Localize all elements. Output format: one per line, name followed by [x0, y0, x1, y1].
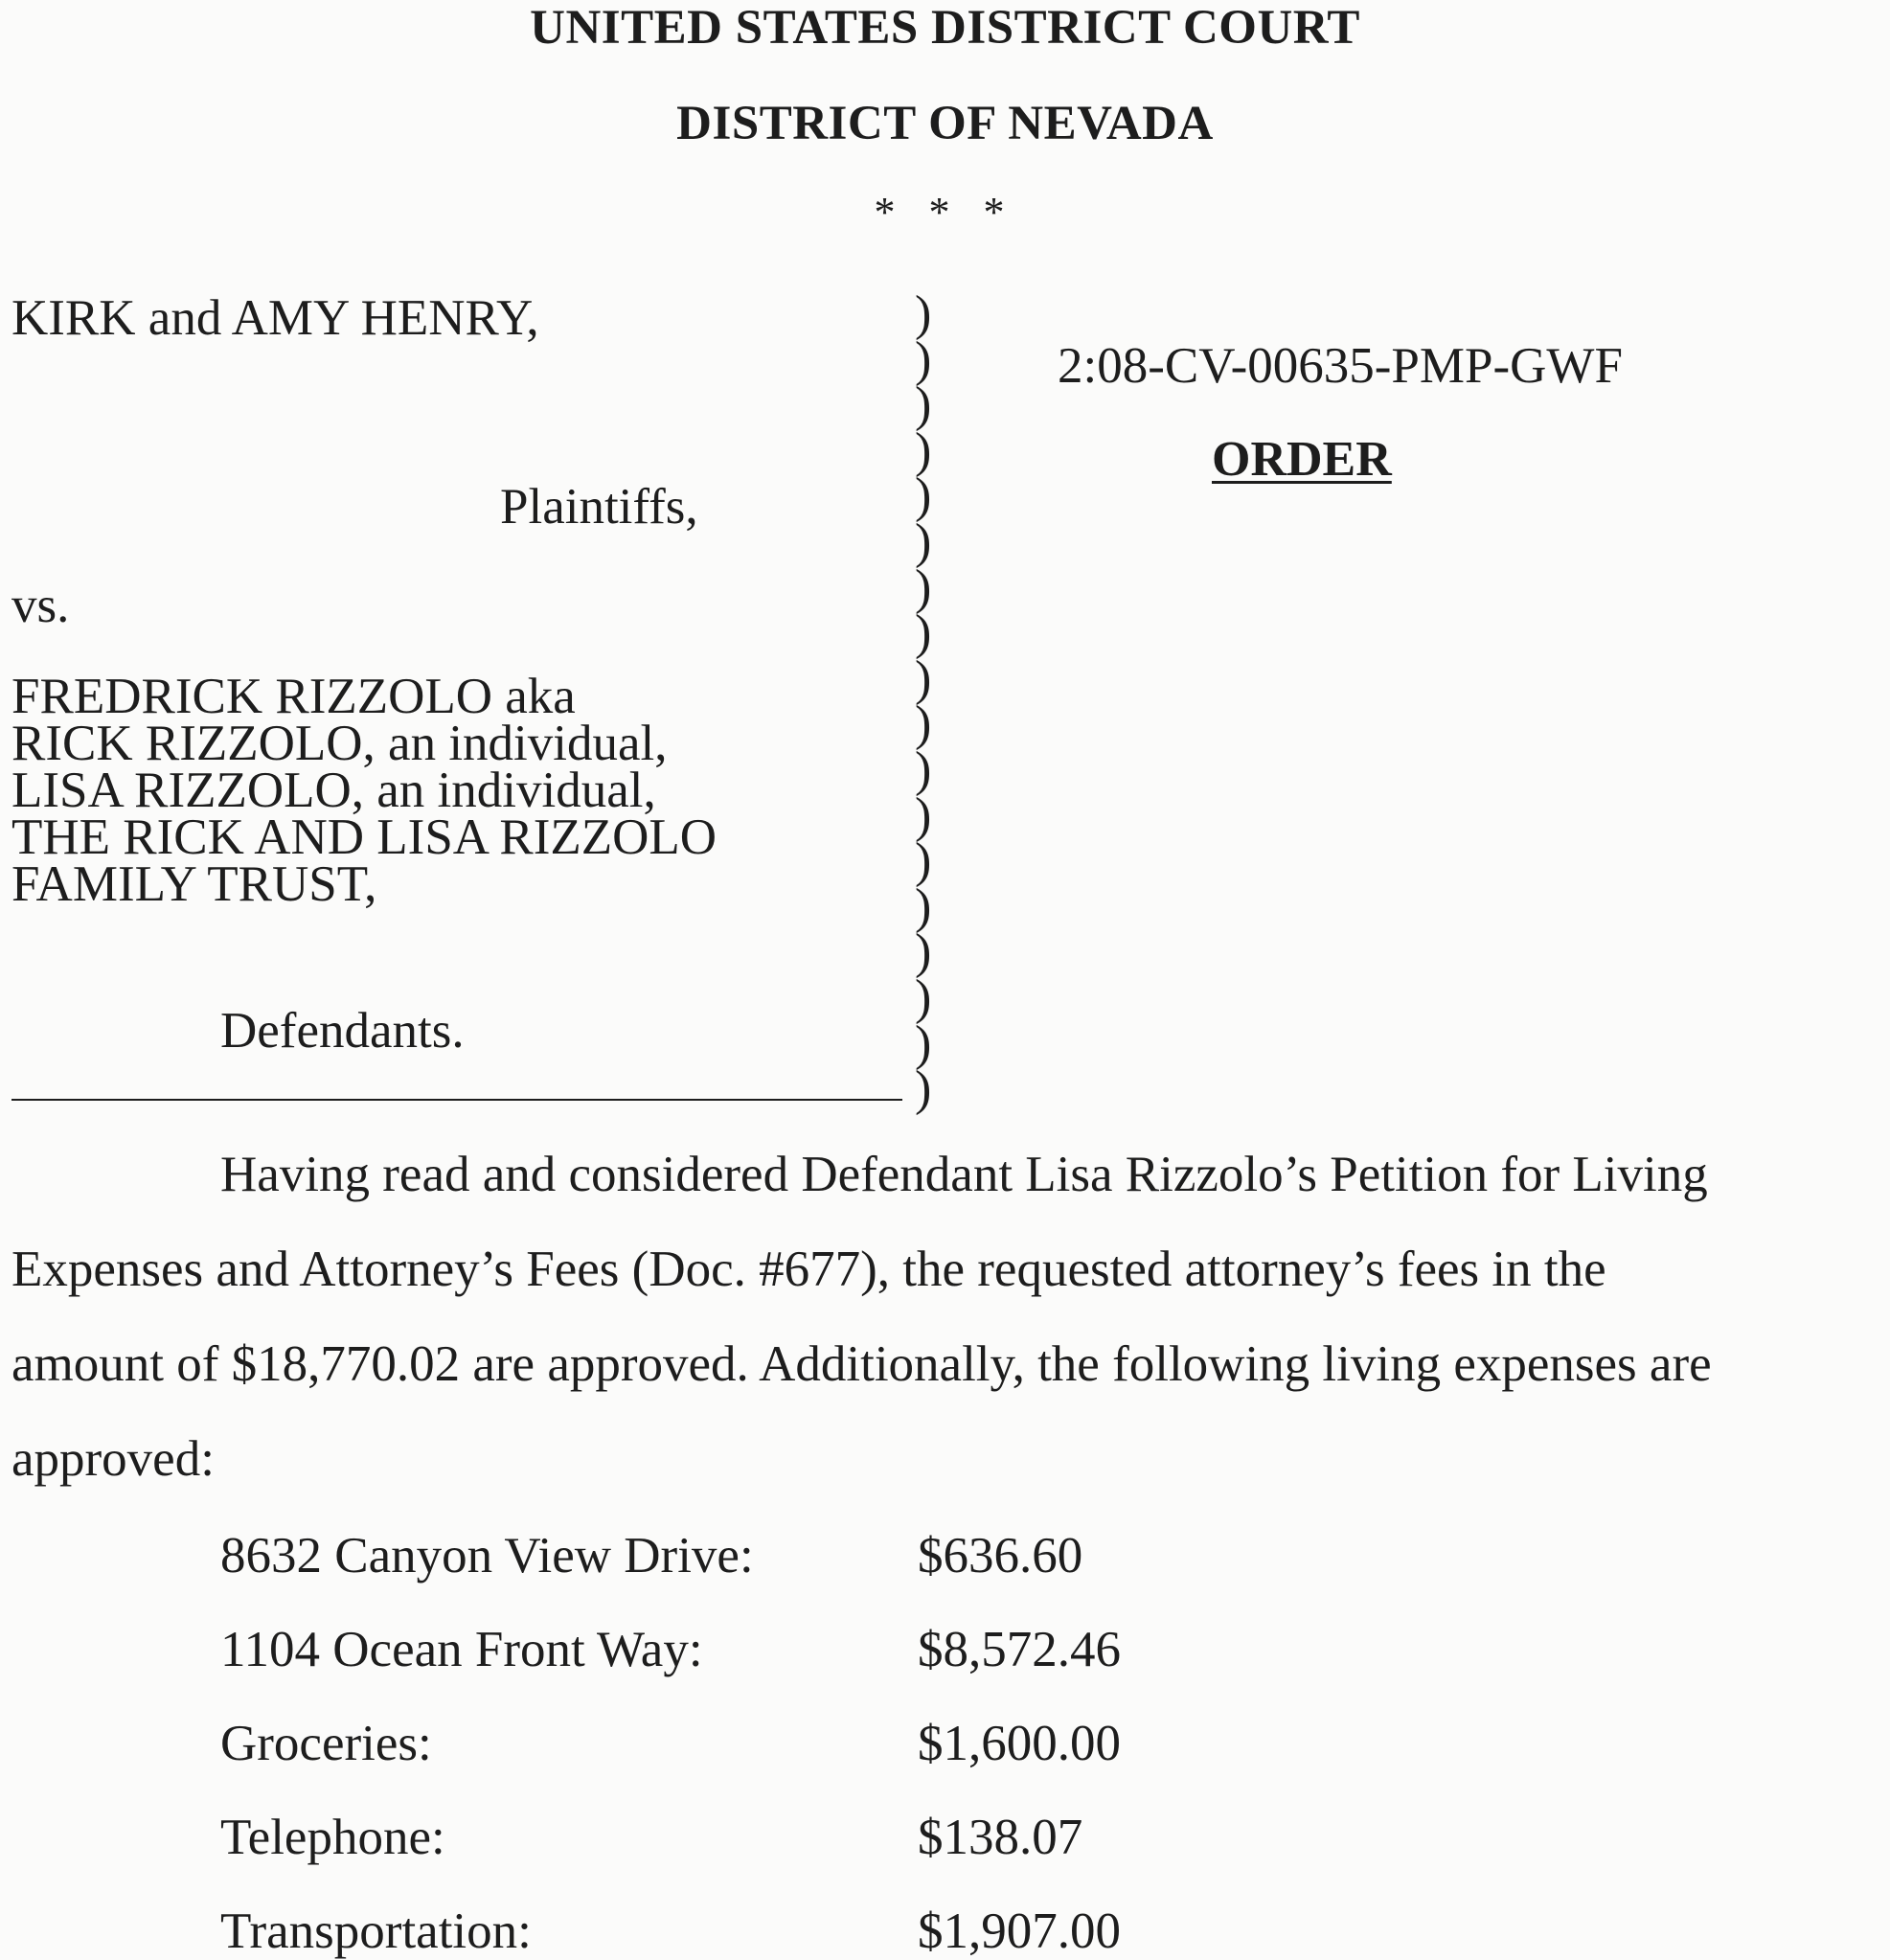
caption-bracket: ) [915, 878, 932, 934]
caption-bracket: ) [915, 331, 932, 387]
expense-label: Telephone: [220, 1810, 445, 1865]
caption-bracket: ) [915, 787, 932, 843]
caption-bracket: ) [915, 1061, 932, 1117]
caption-bracket: ) [915, 969, 932, 1025]
defendant-line: FREDRICK RIZZOLO aka [11, 669, 576, 724]
defendants-role: Defendants. [220, 1003, 465, 1059]
caption-bracket: ) [915, 422, 932, 478]
expense-amount: $636.60 [918, 1528, 1083, 1584]
expense-label: 1104 Ocean Front Way: [220, 1622, 703, 1677]
expense-label: Groceries: [220, 1716, 432, 1771]
body-line: Expenses and Attorney’s Fees (Doc. #677), the requested attorney’s fees in the [11, 1242, 1606, 1297]
caption-bracket: ) [915, 833, 932, 889]
caption-bracket: ) [915, 1015, 932, 1071]
district-name: DISTRICT OF NEVADA [676, 97, 1214, 150]
caption-bracket: ) [915, 513, 932, 569]
versus-label: vs. [11, 578, 70, 633]
expense-amount: $138.07 [918, 1810, 1083, 1865]
caption-bracket: ) [915, 605, 932, 661]
defendant-line: FAMILY TRUST, [11, 856, 377, 912]
document-title: ORDER [1212, 432, 1392, 487]
caption-bracket: ) [915, 696, 932, 752]
caption-bracket: ) [915, 924, 932, 980]
body-line: amount of $18,770.02 are approved. Additionally, the following living expenses are [11, 1336, 1712, 1392]
header-separator: * * * [874, 189, 1016, 236]
caption-bracket: ) [915, 741, 932, 797]
plaintiffs-name: KIRK and AMY HENRY, [11, 290, 539, 346]
expense-label: Transportation: [220, 1903, 532, 1959]
defendant-line: RICK RIZZOLO, an individual, [11, 716, 668, 771]
caption-bracket-column [915, 286, 932, 1117]
defendant-line: LISA RIZZOLO, an individual, [11, 763, 656, 818]
caption-bracket: ) [915, 650, 932, 706]
plaintiffs-role: Plaintiffs, [500, 479, 698, 535]
caption-bracket: ) [915, 559, 932, 615]
expense-label: 8632 Canyon View Drive: [220, 1528, 754, 1584]
case-number: 2:08-CV-00635-PMP-GWF [1058, 338, 1623, 394]
caption-bracket: ) [915, 468, 932, 524]
caption-rule [11, 1099, 902, 1101]
body-line: approved: [11, 1431, 215, 1487]
expense-amount: $1,907.00 [918, 1903, 1121, 1959]
body-line: Having read and considered Defendant Lisa Rizzolo’s Petition for Living [220, 1147, 1708, 1202]
defendant-line: THE RICK AND LISA RIZZOLO [11, 809, 717, 865]
court-name: UNITED STATES DISTRICT COURT [530, 1, 1360, 55]
defendants-names [11, 669, 717, 912]
expense-amount: $8,572.46 [918, 1622, 1121, 1677]
expense-amount: $1,600.00 [918, 1716, 1121, 1771]
caption-bracket: ) [915, 286, 932, 341]
caption-bracket: ) [915, 377, 932, 433]
